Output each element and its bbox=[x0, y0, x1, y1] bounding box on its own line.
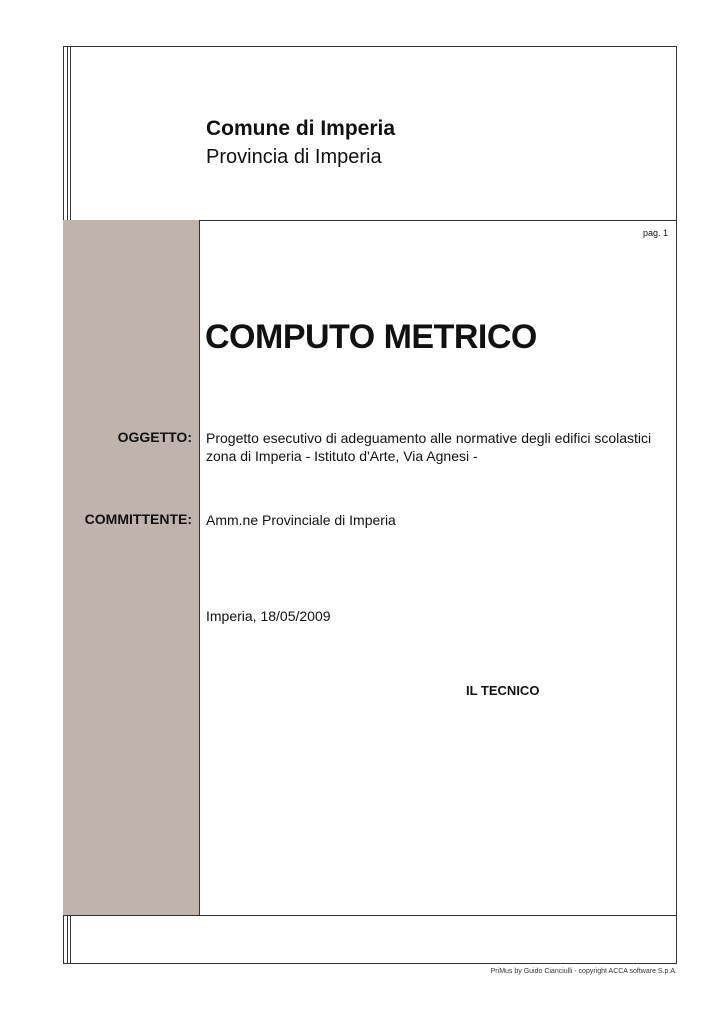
oggetto-label: OGGETTO: bbox=[117, 429, 192, 445]
frame-double-line-left bbox=[70, 46, 71, 220]
comune-name: Comune di Imperia bbox=[206, 117, 396, 140]
document-title: COMPUTO METRICO bbox=[205, 318, 537, 356]
oggetto-line-2: zona di Imperia - Istituto d'Arte, Via Agnesi - bbox=[206, 448, 478, 464]
frame-double-line-left-bottom bbox=[67, 915, 68, 964]
committente-label: COMMITTENTE: bbox=[84, 511, 192, 527]
software-footer: PriMus by Guido Cianciulli - copyright ACCA software S.p.A. bbox=[490, 968, 677, 975]
page-number: pag. 1 bbox=[642, 228, 668, 238]
footer-divider bbox=[63, 915, 677, 916]
provincia-name: Provincia di Imperia bbox=[206, 146, 382, 168]
sidebar-divider bbox=[199, 220, 200, 915]
oggetto-line-1: Progetto esecutivo di adeguamento alle normative degli edifici scolastici bbox=[206, 430, 652, 446]
frame-double-line-left-bottom bbox=[70, 915, 71, 964]
signature-label: IL TECNICO bbox=[466, 683, 540, 698]
place-date: Imperia, 18/05/2009 bbox=[206, 608, 331, 624]
frame-double-line-left bbox=[67, 46, 68, 220]
label-sidebar bbox=[63, 220, 199, 915]
committente-value: Amm.ne Provinciale di Imperia bbox=[206, 512, 396, 528]
